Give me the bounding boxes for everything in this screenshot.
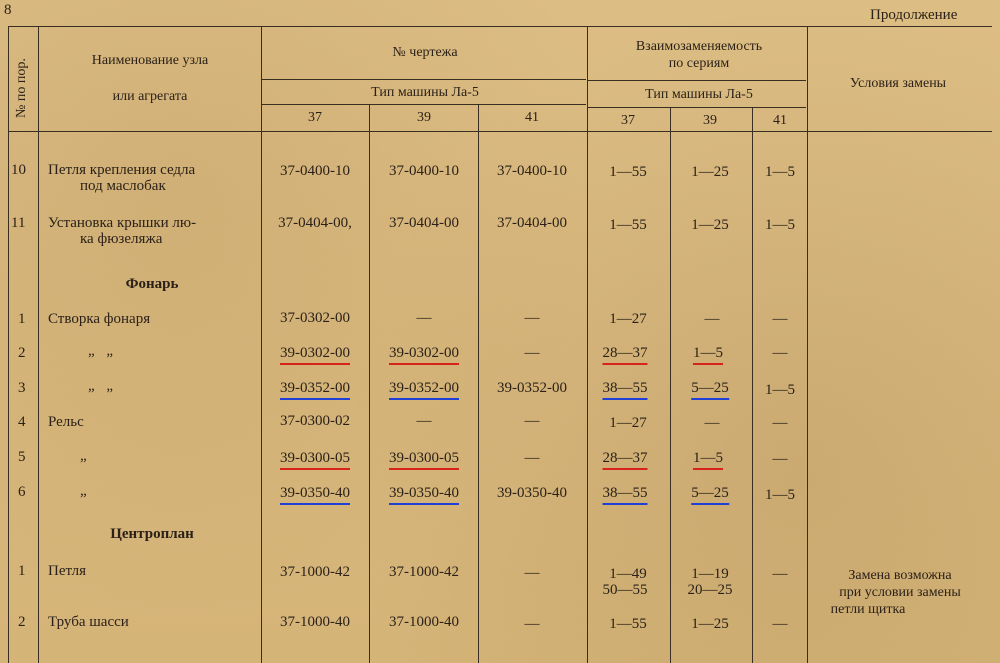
item-name-ditto: „ „ (88, 378, 118, 394)
col-sep-drawing (587, 26, 588, 663)
item-name: Труба шасси (48, 614, 129, 630)
row-number: 5 (18, 449, 26, 465)
page-number: 8 (4, 2, 12, 18)
series-39: 1—25 (691, 164, 729, 180)
row-number: 3 (18, 380, 26, 396)
item-name-line1: Установка крышки лю- (48, 215, 197, 231)
drawing-41: — (524, 345, 540, 361)
series-39: 1—25 (691, 616, 729, 632)
series-39: 1—5 (693, 345, 723, 365)
drawing-39: — (416, 310, 432, 326)
name-header-line2: или агрегата (112, 89, 188, 104)
drawing-39: — (416, 413, 432, 429)
drawing-39: 39-0352-00 (389, 380, 459, 400)
series-39: 5—25 (691, 380, 729, 400)
series-37: 28—37 (603, 450, 648, 470)
drawing-37: 39-0352-00 (280, 380, 350, 400)
left-border (8, 26, 9, 663)
series-41: 1—5 (765, 382, 795, 398)
drawing-41: — (524, 413, 540, 429)
drawing-37: 37-0404-00, (278, 215, 352, 231)
series-41: 1—5 (765, 164, 795, 180)
col-sep-d37 (369, 104, 370, 663)
drawing-col-37-header: 37 (308, 110, 322, 125)
interchange-sub-line (588, 80, 806, 81)
series-37-range1: 1—49 (609, 566, 647, 582)
series-37: 1—55 (609, 217, 647, 233)
drawing-39: 37-1000-40 (389, 614, 459, 630)
drawing-41: 37-0400-10 (497, 163, 567, 179)
interchange-type-sub-line (588, 107, 806, 108)
condition-line3: петли щитка (830, 602, 906, 617)
series-41: — (772, 311, 788, 327)
header-bottom-border (8, 131, 992, 132)
drawing-39: 39-0300-05 (389, 450, 459, 470)
col-sep-name (261, 26, 262, 663)
series-37: 38—55 (603, 380, 648, 400)
row-number: 2 (18, 345, 26, 361)
series-37-range2: 50—55 (602, 582, 648, 598)
interchange-header-line1: Взаимозаменяемость (635, 39, 763, 54)
drawing-41: — (524, 310, 540, 326)
item-name-ditto: „ „ (88, 343, 118, 359)
series-37: 1—27 (609, 311, 647, 327)
drawing-39: 39-0350-40 (389, 485, 459, 505)
series-41: — (772, 616, 788, 632)
drawing-37: 37-1000-42 (280, 564, 350, 580)
series-41: 1—5 (765, 217, 795, 233)
series-39: 1—5 (693, 450, 723, 470)
machine-type-header-drawing: Тип машины Ла-5 (371, 85, 479, 100)
section-title-center-section: Центроплан (110, 526, 194, 542)
item-name-ditto: „ (80, 483, 87, 499)
series-col-41-header: 41 (773, 113, 787, 128)
series-37: 28—37 (603, 345, 648, 365)
series-col-37-header: 37 (621, 113, 635, 128)
row-number: 4 (18, 414, 26, 430)
series-37: 38—55 (603, 485, 648, 505)
drawing-39: 37-1000-42 (389, 564, 459, 580)
col-sep-d39 (478, 104, 479, 663)
drawing-37: 37-0300-02 (280, 413, 350, 429)
row-number: 11 (11, 215, 26, 231)
row-number: 1 (18, 563, 26, 579)
series-41: — (772, 451, 788, 467)
col-sep-no (38, 26, 39, 663)
drawing-37: 39-0302-00 (280, 345, 350, 365)
top-border (8, 26, 992, 27)
name-header-line1: Наименование узла (91, 53, 209, 68)
series-39-range1: 1—19 (691, 566, 729, 582)
series-39: 5—25 (691, 485, 729, 505)
col-sep-s37 (670, 107, 671, 663)
row-number: 2 (18, 614, 26, 630)
series-37: 1—55 (609, 164, 647, 180)
drawing-37: 37-0302-00 (280, 310, 350, 326)
continuation-label: Продолжение (870, 7, 958, 23)
item-name: Рельс (48, 414, 84, 430)
drawing-41: — (524, 616, 540, 632)
drawing-sub-line (262, 79, 586, 80)
item-name-line2: под маслобак (80, 178, 166, 194)
series-39: — (704, 415, 720, 431)
series-41: — (772, 345, 788, 361)
drawing-col-41-header: 41 (525, 110, 539, 125)
drawing-37: 37-1000-40 (280, 614, 350, 630)
col-sep-series (807, 26, 808, 663)
series-41: — (772, 415, 788, 431)
item-name-ditto: „ (80, 448, 87, 464)
series-39-range2: 20—25 (687, 582, 733, 598)
machine-type-header-series: Тип машины Ла-5 (645, 87, 753, 102)
item-name: Створка фонаря (48, 311, 151, 327)
row-number-header: № по пор. (14, 58, 29, 118)
drawing-41: — (524, 450, 540, 466)
drawing-41: 39-0350-40 (497, 485, 567, 501)
series-col-39-header: 39 (703, 113, 717, 128)
drawing-39: 39-0302-00 (389, 345, 459, 365)
drawing-37: 39-0350-40 (280, 485, 350, 505)
series-39: — (704, 311, 720, 327)
conditions-header: Условия замены (849, 76, 947, 91)
item-name: Петля (48, 563, 87, 579)
drawing-37: 37-0400-10 (280, 163, 350, 179)
drawing-col-39-header: 39 (417, 110, 431, 125)
drawing-39: 37-0404-00 (389, 215, 459, 231)
drawing-41: 39-0352-00 (497, 380, 567, 396)
col-sep-s39 (752, 107, 753, 663)
series-39: 1—25 (691, 217, 729, 233)
interchange-header-line2: по сериям (668, 56, 730, 71)
drawing-41: — (524, 565, 540, 581)
section-title-canopy: Фонарь (125, 276, 179, 292)
item-name-line1: Петля крепления седла (48, 162, 196, 178)
series-41: 1—5 (765, 487, 795, 503)
row-number: 1 (18, 311, 26, 327)
machine-type-sub-line (262, 104, 586, 105)
row-number: 10 (11, 162, 26, 178)
series-37: 1—27 (609, 415, 647, 431)
item-name-line2: ка фюзеляжа (80, 231, 163, 247)
series-37: 1—55 (609, 616, 647, 632)
row-number: 6 (18, 484, 26, 500)
drawing-37: 39-0300-05 (280, 450, 350, 470)
condition-line1: Замена возможна (848, 568, 952, 583)
drawing-number-header: № чертежа (392, 45, 458, 60)
drawing-39: 37-0400-10 (389, 163, 459, 179)
series-41: — (772, 566, 788, 582)
drawing-41: 37-0404-00 (497, 215, 567, 231)
condition-line2: при условии замены (839, 585, 961, 600)
